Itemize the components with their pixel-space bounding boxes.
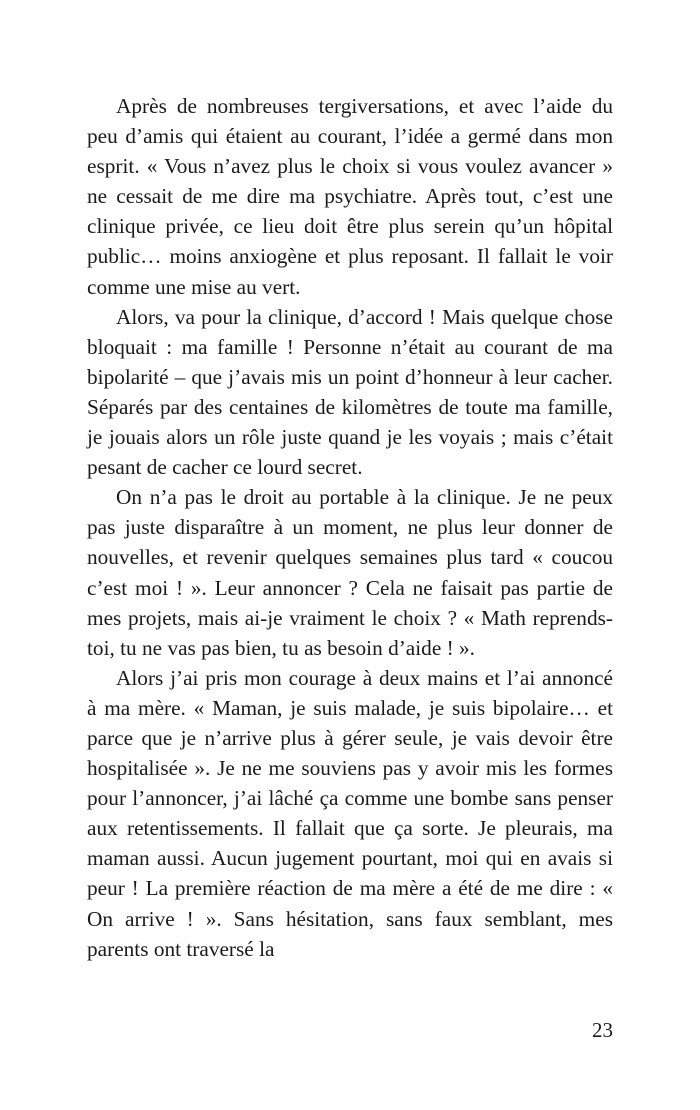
paragraph-1: Après de nombreuses tergiversations, et avec l’aide du peu d’amis qui étaient au courant, l’idée a germé dans mon esprit. « Vous n’avez plus le choix si vous voulez avancer » ne cessait de me dire ma psychiatre. Après tout, c’est une clinique privée, ce lieu doit être plus serein qu’un hôpital public… moins anxiogène et plus reposant. Il fallait le voir comme une mise au vert.: [87, 94, 613, 299]
page-number: 23: [592, 1018, 613, 1042]
paragraph-4: Alors j’ai pris mon courage à deux mains et l’ai annoncé à ma mère. « Maman, je suis malade, je suis bipolaire… et parce que je n’arrive plus à gérer seule, je vais devoir être hospitalisée ». Je ne me souviens pas y avoir mis les formes pour l’annoncer, j’ai lâché ça comme une bombe sans penser aux retentissements. Il fallait que ça sorte. Je pleurais, ma maman aussi. Aucun jugement pourtant, moi qui en avais si peur ! La première réaction de ma mère a été de me dire : « On arrive ! ». Sans hésitation, sans faux semblant, mes parents ont traversé la: [87, 665, 613, 961]
paragraph-3: On n’a pas le droit au portable à la clinique. Je ne peux pas juste disparaître à un moment, ne plus leur donner de nouvelles, et revenir quelques semaines plus tard « coucou c’est moi ! ». Leur annoncer ? Cela ne faisait pas partie de mes projets, mais ai-je vraiment le choix ? « Math reprends-toi, tu ne vas pas bien, tu as besoin d’aide ! ».: [87, 485, 613, 660]
paragraph-2: Alors, va pour la clinique, d’accord ! Mais quelque chose bloquait : ma famille ! Personne n’était au courant de ma bipolarité – que j’avais mis un point d’honneur à leur cacher. Séparés par des centaines de kilomètres de toute ma famille, je jouais alors un rôle juste quand je les voyais ; mais c’était pesant de cacher ce lourd secret.: [87, 304, 613, 480]
body-text: [87, 91, 613, 964]
